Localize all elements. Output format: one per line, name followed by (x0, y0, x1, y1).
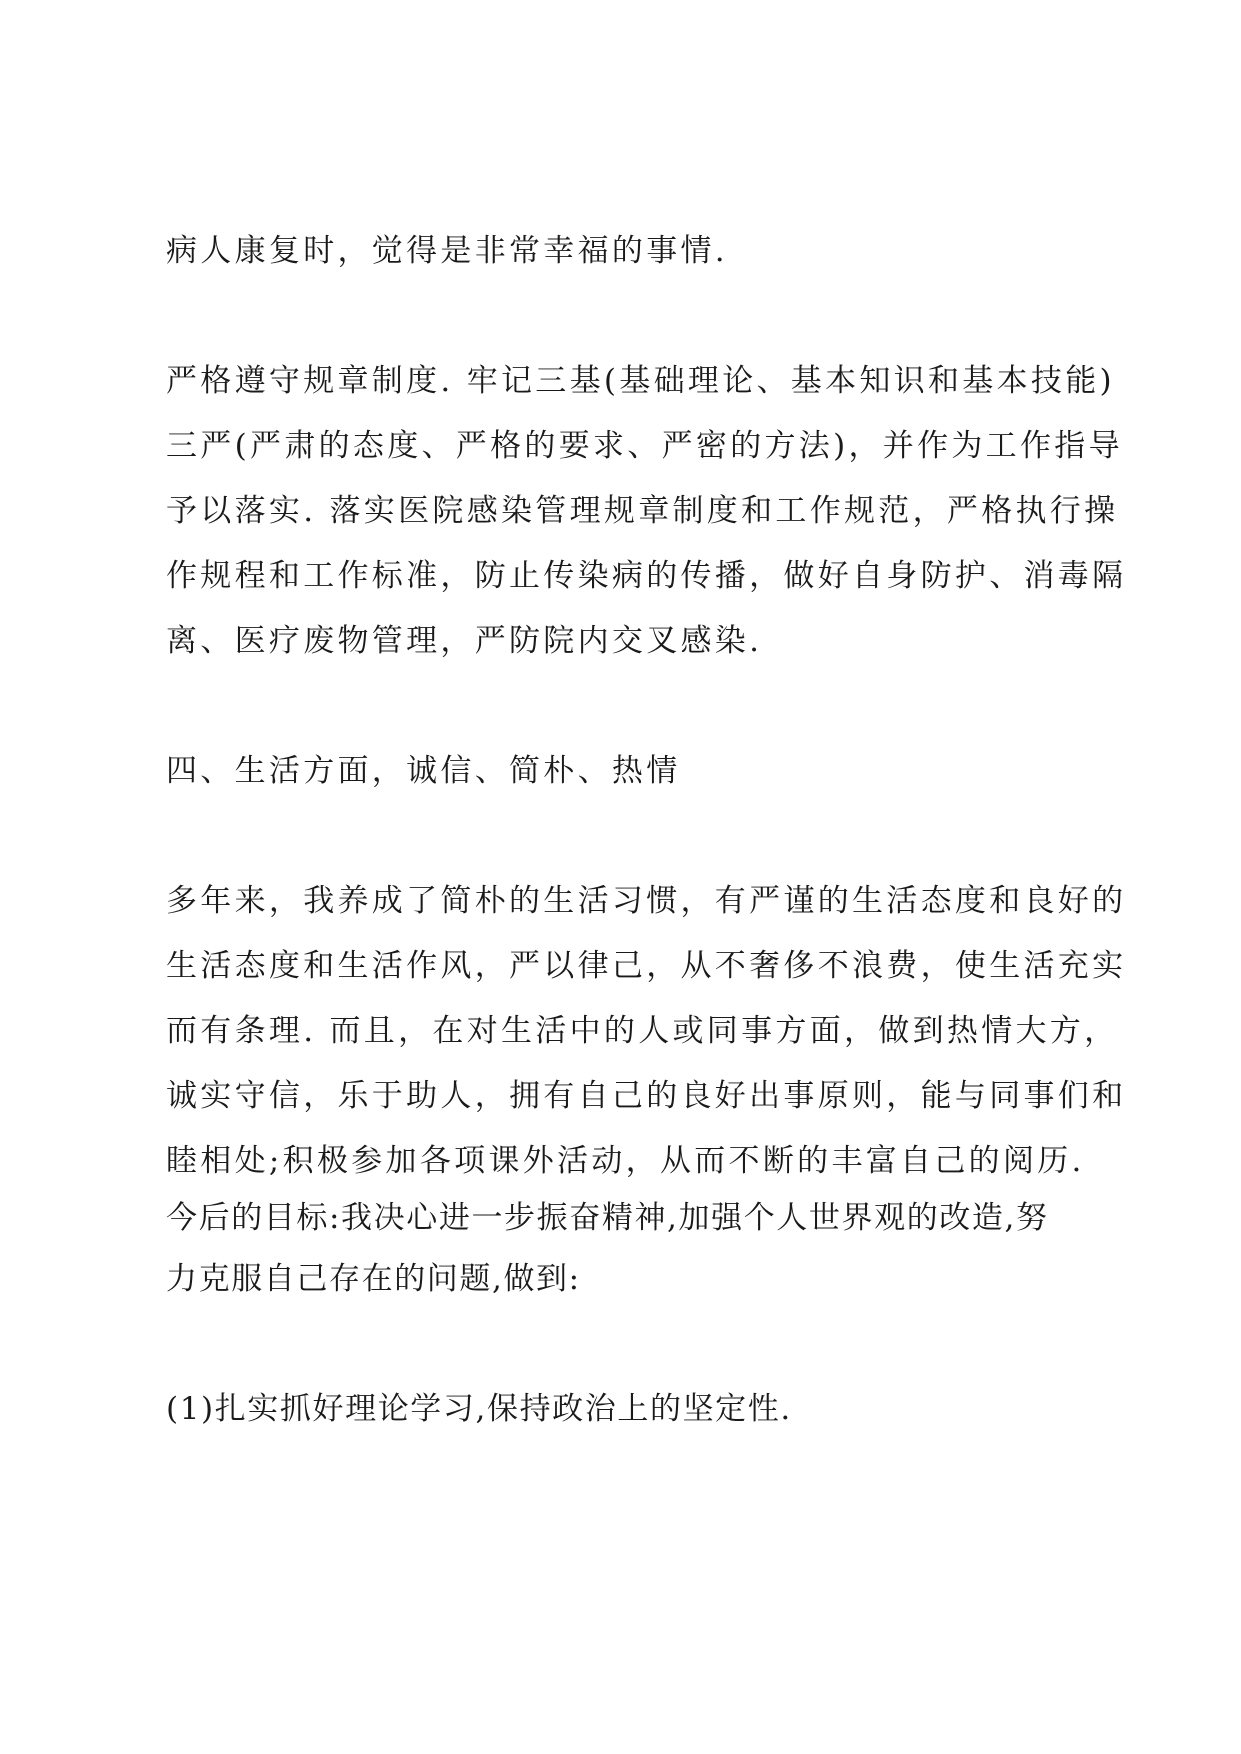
paragraph-line: 力克服自己存在的问题,做到: (166, 1261, 581, 1297)
paragraph-line: 而有条理. 而且，在对生活中的人或同事方面，做到热情大方， (166, 1013, 1119, 1049)
list-item: (1)扎实抓好理论学习,保持政治上的坚定性. (166, 1391, 792, 1427)
paragraph-line: 睦相处;积极参加各项课外活动，从而不断的丰富自己的阅历. (166, 1143, 1085, 1179)
paragraph-line: 予以落实. 落实医院感染管理规章制度和工作规范，严格执行操 (166, 493, 1119, 529)
paragraph-line: 多年来，我养成了简朴的生活习惯，有严谨的生活态度和良好的 (166, 883, 1127, 919)
paragraph-line: 病人康复时，觉得是非常幸福的事情. (166, 233, 728, 269)
paragraph-line: 生活态度和生活作风，严以律己，从不奢侈不浪费，使生活充实 (166, 948, 1127, 984)
paragraph-line: 作规程和工作标准，防止传染病的传播，做好自身防护、消毒隔 (166, 558, 1127, 594)
section-heading: 四、生活方面，诚信、简朴、热情 (166, 753, 681, 789)
paragraph-line: 离、医疗废物管理，严防院内交叉感染. (166, 623, 763, 659)
paragraph-line: 诚实守信，乐于助人，拥有自己的良好出事原则，能与同事们和 (166, 1078, 1127, 1114)
paragraph-line: 三严(严肃的态度、严格的要求、严密的方法)，并作为工作指导 (166, 428, 1123, 464)
paragraph-line: 今后的目标:我决心进一步振奋精神,加强个人世界观的改造,努 (166, 1200, 1049, 1236)
paragraph-line: 严格遵守规章制度. 牢记三基(基础理论、基本知识和基本技能) (166, 363, 1115, 399)
